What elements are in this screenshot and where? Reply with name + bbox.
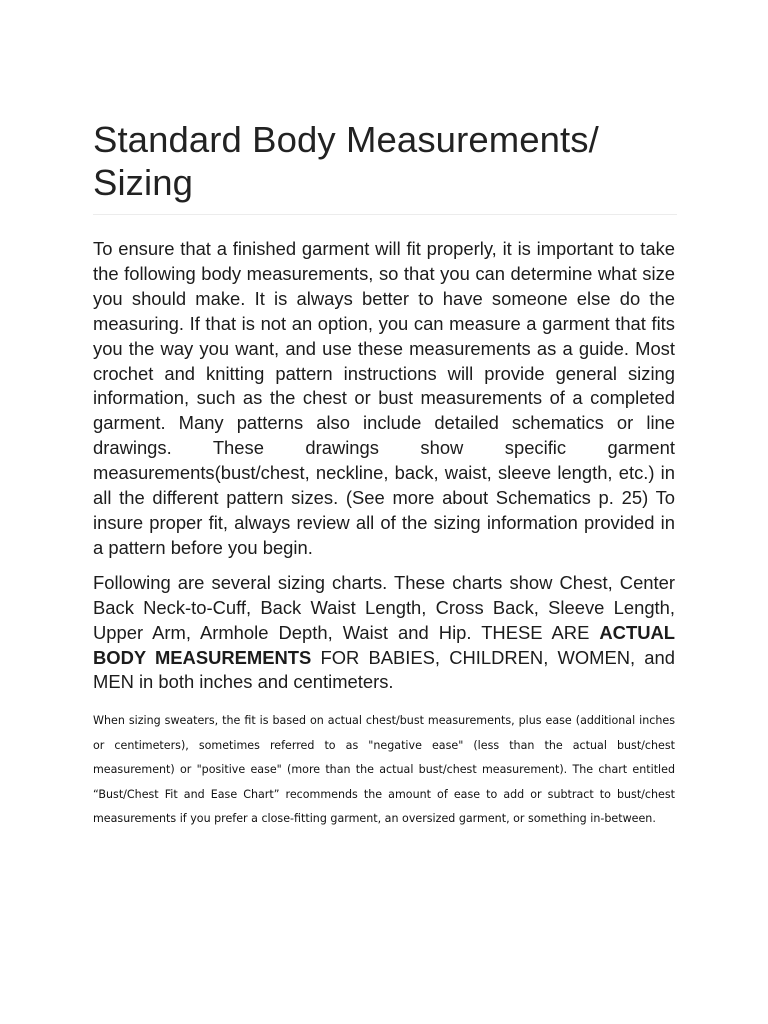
intro-paragraph: To ensure that a finished garment will fit properly, it is important to take the following body measurements, so that you can determine what size you should make. It is always better to have someone else do the measuring. If that is not an option, you can measure a garment that fits you the way you want, and use these measurements as a guide. Most crochet and knitting pattern instructions will provide general sizing information, such as the chest or bust measurements of a completed garment. Many patterns also include detailed schematics or line drawings. These drawings show specific garment measurements(bust/chest, neckline, back, waist, sleeve length, etc.) in all the different pattern sizes. (See more about Schematics p. 25) To insure proper fit, always review all of the sizing information provided in a pattern before you begin. xyxy=(93,238,675,558)
page-title: Standard Body Measurements/ Sizing xyxy=(93,119,599,203)
document-page xyxy=(93,0,675,832)
title-divider xyxy=(93,214,677,215)
sizing-charts-text-after: FOR BABIES, CHILDREN, WOMEN, and MEN in both inches and centimeters. xyxy=(93,646,675,693)
actual-body-measurements-emphasis: ACTUAL BODY MEASUREMENTS xyxy=(93,621,675,668)
ease-paragraph: When sizing sweaters, the fit is based on actual chest/bust measurements, plus ease (additional inches or centimeters), sometimes referred to as "negative ease" (less than the actual bust/chest measurement) or "positive ease" (more than the actual bust/chest measurement). The chart entitled “Bust/Chest Fit and Ease Chart” recommends the amount of ease to add or subtract to bust/chest measurements if you prefer a close-fitting garment, an oversized garment, or something in-between. xyxy=(93,714,675,826)
sizing-charts-text-before: Following are several sizing charts. These charts show Chest, Center Back Neck-to-Cuff, Back Waist Length, Cross Back, Sleeve Length, Upper Arm, Armhole Depth, Waist and Hip. THESE ARE xyxy=(93,571,675,643)
sizing-charts-paragraph xyxy=(93,571,675,696)
